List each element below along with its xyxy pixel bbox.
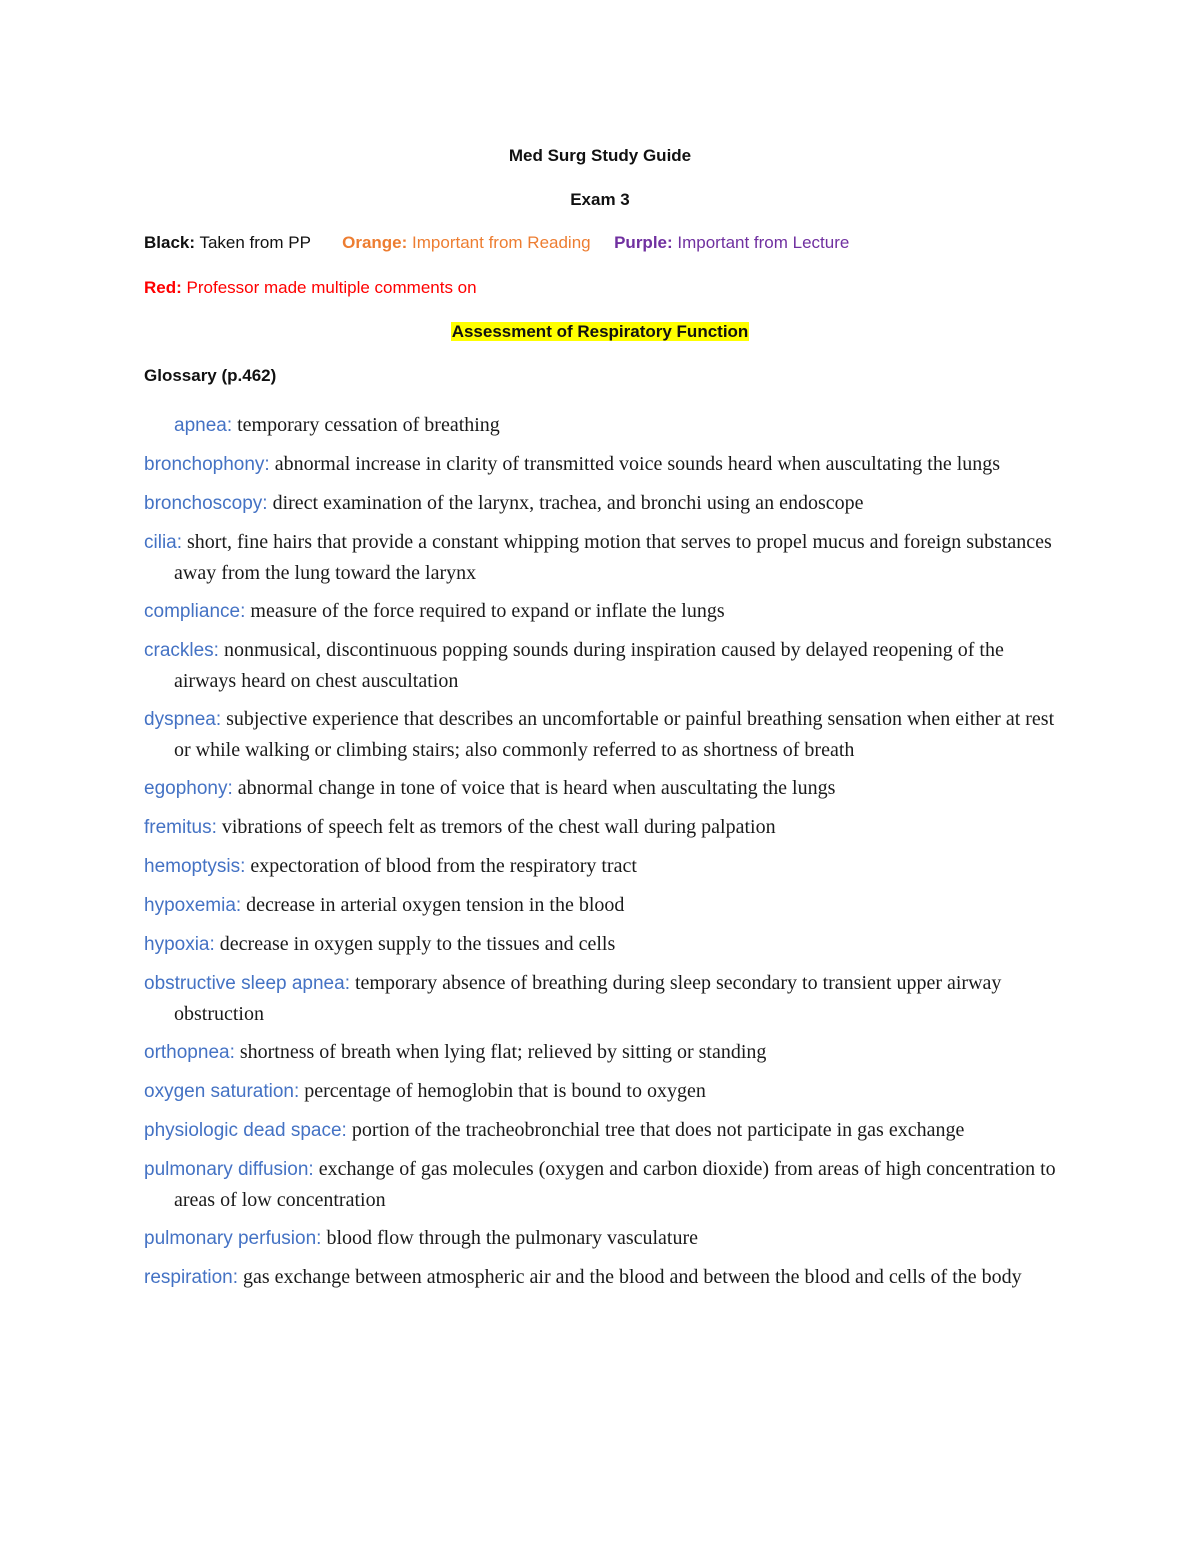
legend-black-key: Black: (144, 233, 196, 252)
glossary-term: fremitus: (144, 817, 217, 838)
glossary-definition: gas exchange between atmospheric air and the blood and between the blood and cells of the body (243, 1266, 1022, 1288)
glossary-entry (144, 1154, 1064, 1215)
glossary-entry (144, 890, 1064, 921)
glossary-term: physiologic dead space: (144, 1120, 347, 1141)
glossary-entry (144, 488, 1064, 519)
glossary-definition: decrease in oxygen supply to the tissues and cells (219, 933, 616, 955)
glossary-entry (144, 704, 1064, 765)
glossary-definition: abnormal change in tone of voice that is heard when auscultating the lungs (237, 777, 836, 799)
glossary-term: egophony: (144, 778, 233, 799)
glossary-entry (144, 1115, 1064, 1146)
glossary-term: bronchophony: (144, 454, 270, 475)
glossary-entry (144, 1037, 1064, 1068)
glossary-entry (144, 596, 1064, 627)
glossary-definition: expectoration of blood from the respiratory tract (250, 855, 637, 877)
glossary-term: dyspnea: (144, 709, 222, 730)
glossary-entry (144, 1076, 1064, 1107)
glossary-definition: temporary absence of breathing during sleep secondary to transient upper airway obstruction (174, 972, 1002, 1025)
color-legend-red (144, 277, 477, 299)
document-subtitle: Exam 3 (570, 190, 630, 209)
glossary-entry (144, 851, 1064, 882)
glossary-definition: portion of the tracheobronchial tree that does not participate in gas exchange (351, 1119, 965, 1141)
section-heading (0, 321, 1200, 343)
glossary-entry (144, 449, 1064, 480)
glossary-definition: nonmusical, discontinuous popping sounds during inspiration caused by delayed reopening of the airways heard on chest auscultation (174, 639, 1004, 692)
glossary-term: bronchoscopy: (144, 493, 268, 514)
glossary-term: crackles: (144, 640, 219, 661)
glossary-entry (144, 929, 1064, 960)
glossary-definition: short, fine hairs that provide a constant whipping motion that serves to propel mucus and foreign substances away from the lung toward the larynx (174, 531, 1052, 584)
glossary-definition: abnormal increase in clarity of transmitted voice sounds heard when auscultating the lungs (274, 453, 1001, 475)
glossary-term: hemoptysis: (144, 856, 246, 877)
glossary-term: pulmonary perfusion: (144, 1228, 322, 1249)
legend-black-text: Taken from PP (199, 233, 311, 252)
glossary-entry (144, 410, 1064, 441)
document-title: Med Surg Study Guide (508, 146, 692, 165)
glossary-term: hypoxia: (144, 934, 215, 955)
glossary-entry (144, 527, 1064, 588)
glossary-entry (144, 1262, 1064, 1293)
glossary-definition: shortness of breath when lying flat; relieved by sitting or standing (239, 1041, 767, 1063)
glossary-entry (144, 1223, 1064, 1254)
legend-red-key: Red: (144, 278, 182, 297)
glossary-entry (144, 812, 1064, 843)
color-legend (144, 232, 849, 254)
glossary-definition: blood flow through the pulmonary vasculature (326, 1227, 699, 1249)
glossary-term: cilia: (144, 532, 183, 553)
legend-orange-key: Orange: (342, 233, 408, 252)
glossary-definition: decrease in arterial oxygen tension in the blood (246, 894, 625, 916)
glossary-definition: exchange of gas molecules (oxygen and carbon dioxide) from areas of high concentration to areas of low concentration (174, 1158, 1056, 1211)
glossary-definition: direct examination of the larynx, trachea, and bronchi using an endoscope (272, 492, 864, 514)
glossary-definition: vibrations of speech felt as tremors of the chest wall during palpation (221, 816, 776, 838)
glossary-term: obstructive sleep apnea: (144, 973, 350, 994)
section-title: Assessment of Respiratory Function (451, 322, 749, 341)
legend-red-text: Professor made multiple comments on (186, 278, 477, 297)
glossary-entry (144, 635, 1064, 696)
glossary-definition: temporary cessation of breathing (237, 414, 500, 436)
glossary-term: compliance: (144, 601, 246, 622)
glossary-term: pulmonary diffusion: (144, 1159, 314, 1180)
glossary-definition: measure of the force required to expand or inflate the lungs (250, 600, 725, 622)
glossary-list (144, 410, 1064, 1301)
glossary-heading: Glossary (p.462) (144, 366, 277, 385)
legend-purple-key: Purple: (614, 233, 673, 252)
glossary-term: hypoxemia: (144, 895, 242, 916)
glossary-definition: subjective experience that describes an uncomfortable or painful breathing sensation when either at rest or while walking or climbing stairs; also commonly referred to as shortness of breath (174, 708, 1055, 761)
glossary-term: oxygen saturation: (144, 1081, 300, 1102)
glossary-entry (144, 773, 1064, 804)
glossary-term: orthopnea: (144, 1042, 235, 1063)
glossary-term: respiration: (144, 1267, 238, 1288)
glossary-entry (144, 968, 1064, 1029)
glossary-term: apnea: (174, 415, 233, 436)
legend-purple-text: Important from Lecture (677, 233, 850, 252)
glossary-definition: percentage of hemoglobin that is bound to oxygen (304, 1080, 706, 1102)
legend-orange-text: Important from Reading (412, 233, 591, 252)
